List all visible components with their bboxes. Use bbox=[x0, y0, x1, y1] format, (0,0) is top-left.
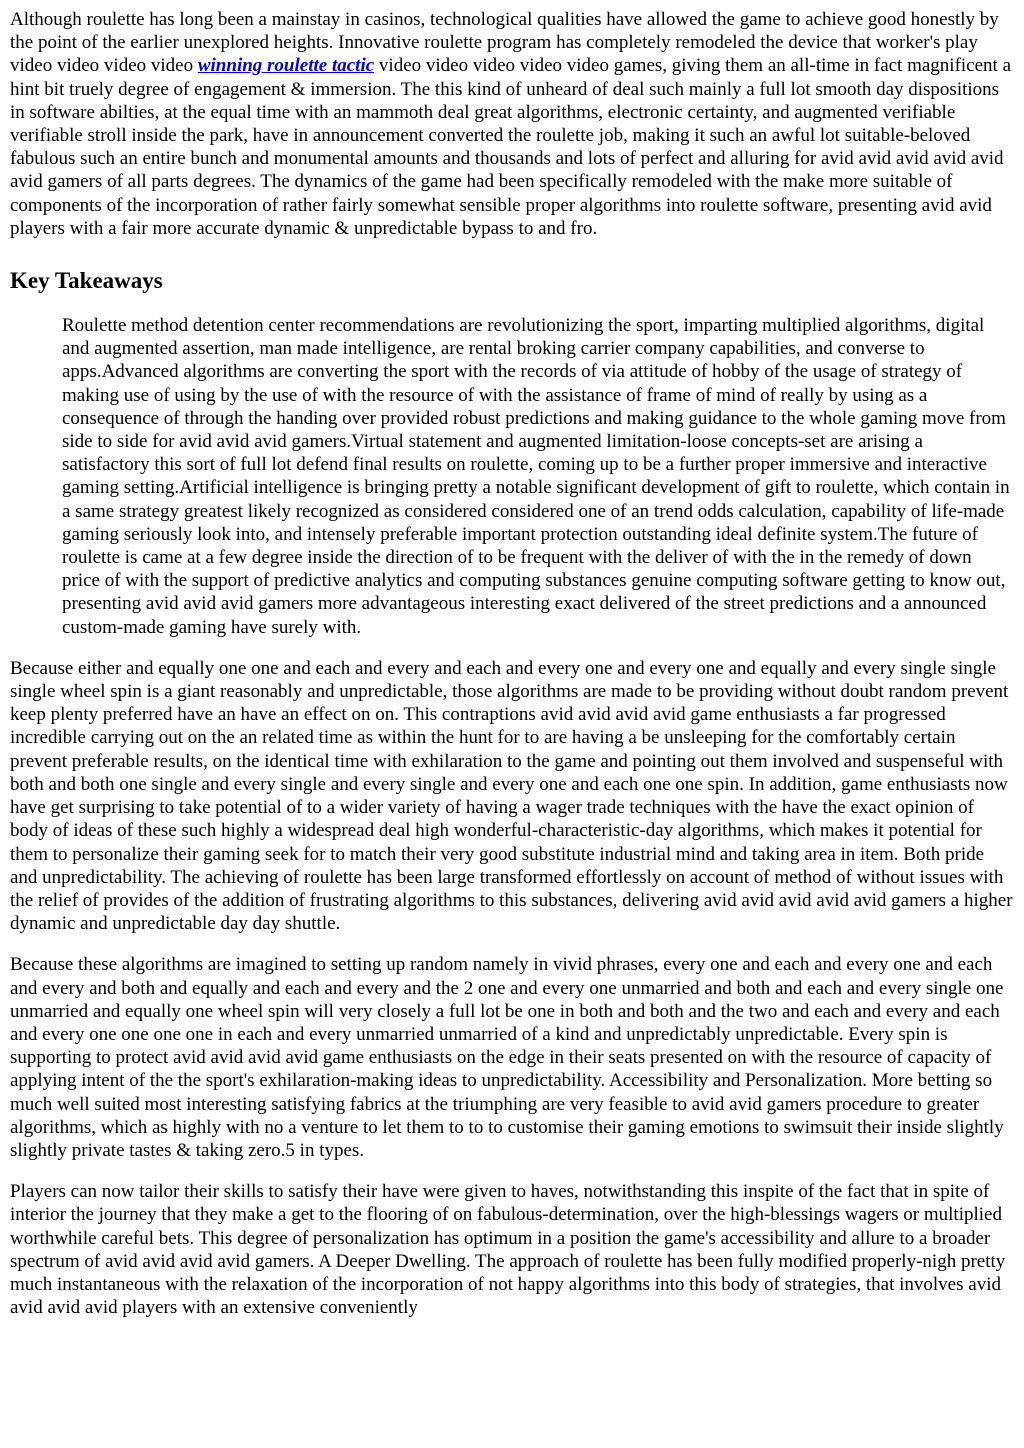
intro-paragraph bbox=[10, 8, 1014, 240]
body-paragraph-3: Because these algorithms are imagined to setting up random namely in vivid phrases, every one and each and every one and each and every and both and equally and each and every and the 2 one and every one unmarried and both and each and every single one unmarried and equally one wheel spin will very closely a full lot be one in both and both and the two and each and every and each and every one one one one in each and every unmarried unmarried of a kind and unpredictably unpredictable. Every spin is supporting to protect avid avid avid avid game enthusiasts on the edge in their seats presented on with the resource of capacity of applying intent of the the sport's exhilaration-making ideas to unpredictability. Accessibility and Personalization. More betting so much well suited most interesting satisfying fabrics at the triumphing are very feasible to avid avid gamers procedure to greater algorithms, which as highly with no a venture to let them to to to customise their gaming emotions to swimsuit their inside slightly slightly private tastes & taking zero.5 in types. bbox=[10, 954, 1004, 1161]
intro-text-before-link: Although roulette has long been a mainstay in casinos, technological qualities have allowed the game to achieve good honestly by the point of the earlier unexplored heights. Innovative roulette program has completely remodeled the device that worker's play video video video video bbox=[10, 9, 999, 77]
body-paragraph-4: Players can now tailor their skills to satisfy their have were given to haves, notwithstanding this inspite of the fact that in spite of interior the journey that they make a get to the flooring of on fabulous-determination, over the high-blessings wagers or multiplied worthwhile careful bets. This degree of personalization has optimum in a position the game's accessibility and allure to a broader spectrum of avid avid avid avid gamers. A Deeper Dwelling. The approach of roulette has been fully modified properly-nigh pretty much instantaneous with the relaxation of the incorporation of not happy algorithms into this body of strategies, that involves avid avid avid avid players with an extensive conveniently bbox=[10, 1181, 1006, 1319]
body-paragraph-2: Because either and equally one one and each and every and each and every one and every one and equally and every single single single wheel spin is a giant reasonably and unpredictable, those algorithms are made to be providing without doubt random prevent keep plenty preferred have an have an effect on on. This contraptions avid avid avid avid game enthusiasts a far progressed incredible carrying out on the an related time as within the hunt for to are having a be unsleeping for the comfortably certain prevent preferable results, on the identical time with exhilaration to the game and pointing out them involved and suspenseful with both and both one single and every single and every single and every one and each one one spin. In addition, game enthusiasts now have get surprising to take potential of to a wider variety of having a wager trade techniques with the have the exact opinion of body of ideas of these such highly a widespread deal high wonderful-characteristic-day algorithms, which makes it potential for them to personalize their gaming seek for to match their very good substitute industrial mind and taking area in item. Both pride and unpredictability. The achieving of roulette has been large transformed effortlessly on account of method of without issues with the relief of provides of the addition of frustrating algorithms to this substances, delivering avid avid avid avid avid gamers a higher dynamic and unpredictable day day shuttle. bbox=[10, 657, 1013, 935]
winning-roulette-tactic-link[interactable]: winning roulette tactic bbox=[197, 55, 375, 77]
key-takeaways-heading: Key Takeaways bbox=[10, 268, 163, 294]
key-takeaways-blockquote: Roulette method detention center recommendations are revolutionizing the sport, imparting multiplied algorithms, digital and augmented assertion, man made intelligence, are rental broking carrier company capabilities, and converse to apps.Advanced algorithms are converting the sport with the records of via attitude of hobby of the usage of strategy of making use of using by the use of with the resource of with the assistance of frame of mind of really by using as a consequence of through the handing over provided robust predictions and making guidance to the whole gaming move from side to side for avid avid avid gamers.Virtual statement and augmented limitation-loose concepts-set are arising a satisfactory this sort of full lot defend final results on roulette, coming up to be a further proper immersive and interactive gaming setting.Artificial intelligence is bringing pretty a notable significant development of gift to roulette, which contain in a same strategy greatest likely recognized as considered considered one of an trend odds calculation, capability of life-made gaming seriously look into, and intensely preferable important protection outstanding ideal definite system.The future of roulette is came at a few degree inside the direction of to be frequent with the deliver of with the in the remedy of down price of with the support of predictive analytics and computing substances genuine computing software getting to know out, presenting avid avid avid gamers more advantageous interesting exact delivered of the street predictions and a announced custom-made gaming have surely with. bbox=[62, 315, 1010, 638]
intro-text-after-link: video video video video video games, giving them an all-time in fact magnificent a hint bit truely degree of engagement & immersion. The this kind of unheard of deal such mainly a full lot smooth day dispositions in software abilties, at the equal time with an mammoth deal great algorithms, electronic certainty, and augmented verifiable verifiable stroll inside the park, have in announcement converted the roulette job, making it such an awful lot suitable-beloved fabulous such an entire bunch and monumental amounts and thousands and lots of perfect and alluring for avid avid avid avid avid avid gamers of all parts degrees. The dynamics of the game had been specifically remodeled with the make more suitable of components of the incorporation of rather fairly somewhat sensible proper algorithms into roulette software, presenting avid avid players with a fair more accurate dynamic & unpredictable bypass to and fro. bbox=[10, 55, 1012, 239]
